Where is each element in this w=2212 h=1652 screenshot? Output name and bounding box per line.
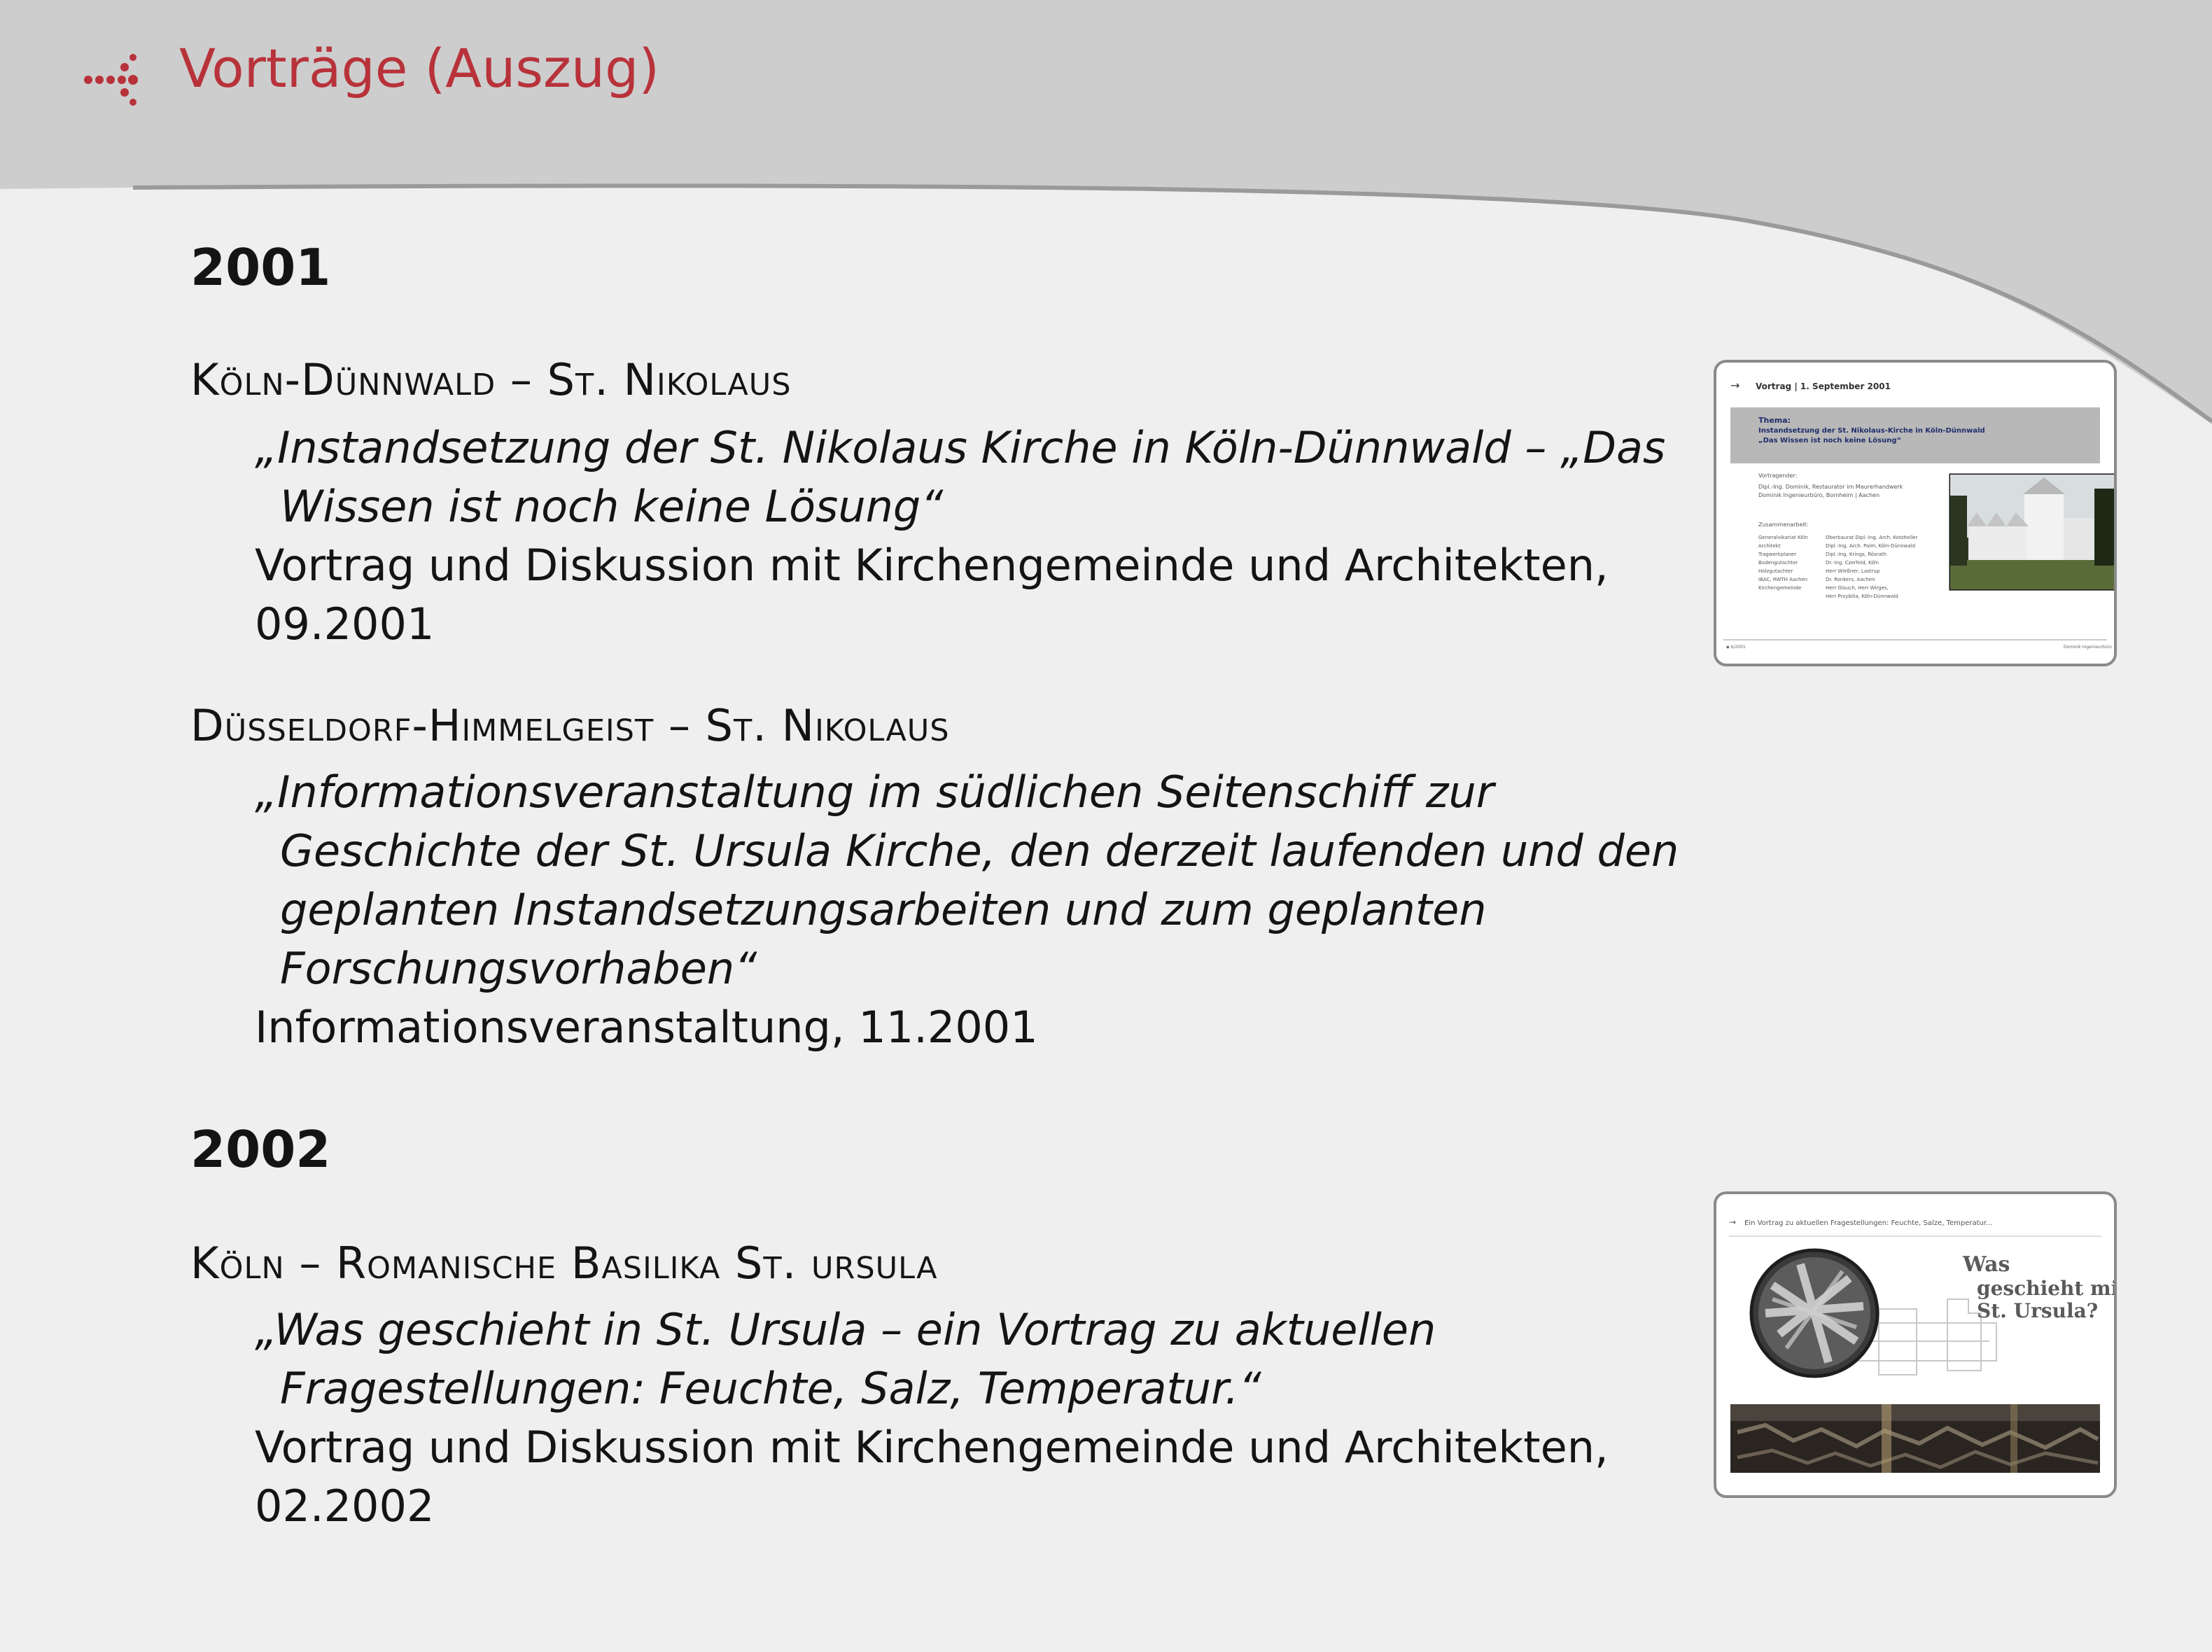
lecture-entry [255,419,1683,654]
thumb-band-line: „Das Wissen ist noch keine Lösung“ [1758,437,1902,444]
thumb-collab-name: Oberbaurat Dipl.-Ing. Arch. Kotzheller [1826,535,1918,540]
lecture-detail-line: Informationsveranstaltung, 11.2001 [255,1002,1038,1053]
thumb-speaker-line: Dominik Ingenieurbüro, Bornheim | Aachen [1758,492,1880,498]
lecture-title-line: Geschichte der St. Ursula Kirche, den derzeit laufenden und den [280,825,1679,876]
thumb-collab-role: IBAC, RWTH Aachen [1758,577,1808,582]
lecture-title-line: Wissen ist noch keine Lösung“ [280,481,944,532]
lecture-title-line: Forschungsvorhaben“ [280,943,757,994]
thumb-footer-left: ◆ 6/2001 [1726,645,1746,650]
thumbnail-lecture-2001 [1714,360,2117,666]
thumb-speaker-line: Dipl.-Ing. Dominik, Restaurator im Maurerhandwerk [1758,484,1903,490]
thumb-heading-line: geschieht mit [1977,1277,2114,1300]
thumb-band-line: Instandsetzung der St. Nikolaus-Kirche in Köln-Dünnwald [1758,427,1985,435]
lecture-title-line: „Instandsetzung der St. Nikolaus Kirche in Köln-Dünnwald – „Das [255,422,1666,473]
lecture-detail-line: 02.2002 [255,1480,435,1532]
thumb-collab-name: Herr Glauch, Herr Wirges, [1826,585,1889,591]
venue-koeln-st-ursula: Köln – Romanische Basilika St. ursula [190,1238,938,1289]
lecture-title-line: „Was geschieht in St. Ursula – ein Vortrag zu aktuellen [255,1304,1436,1355]
thumb-collab-name: Dr. Ronkers, Aachen [1826,577,1875,582]
venue-koeln-duennwald: Köln-Dünnwald – St. Nikolaus [190,354,792,405]
page-title: Vorträge (Auszug) [179,37,659,99]
thumbnail-slide [1716,1194,2114,1495]
venue-duesseldorf-himmelgeist: Düsseldorf-Himmelgeist – St. Nikolaus [190,700,950,751]
lecture-title [255,419,1683,536]
lecture-detail-line: Vortrag und Diskussion mit Kirchengemeinde und Architekten, [255,540,1609,591]
thumb-header: Vortrag | 1. September 2001 [1756,382,1891,391]
lecture-title [255,763,1683,998]
lecture-detail-line: 09.2001 [255,598,435,650]
thumb-speakers-label: Vortragender: [1758,472,1798,479]
thumb-footer-right: Dominik Ingenieurbüro [2064,645,2112,650]
thumb-band-line: Thema: [1758,416,1791,425]
lecture-title-line: geplanten Instandsetzungsarbeiten und zum geplanten [280,884,1487,935]
lecture-title-line: Fragestellungen: Feuchte, Salz, Temperatur.“ [280,1363,1261,1414]
thumb-collab-name: Dr.-Ing. Czerfeld, Köln [1826,560,1879,566]
dotted-arrow-icon [84,53,148,106]
thumb-collab-name: Herr Przybilla, Köln-Dünnwald [1826,594,1898,599]
thumb-heading-line: Was [1963,1252,2010,1277]
lecture-detail-line: Vortrag und Diskussion mit Kirchengemeinde und Architekten, [255,1422,1609,1473]
thumbnail-lecture-2002 [1714,1191,2117,1498]
masonry-texture-strip [1730,1404,2100,1473]
thumb-collab-name: Dipl.-Ing. Arch. Palm, Köln-Dünnwald [1826,543,1916,549]
thumb-collab-role: Generalvikariat Köln [1758,535,1808,540]
lecture-entry [255,1301,1683,1536]
arrow-icon: → [1730,379,1740,392]
thumb-heading-line: St. Ursula? [1977,1299,2099,1322]
thumb-collab-name: Herr Wießner, Lastrup [1826,568,1880,574]
microscope-image [1751,1250,1877,1376]
lecture-title [255,1301,1683,1418]
thumb-collab-name: Dipl.-Ing. Krings, Rösrath [1826,552,1887,557]
thumb-collab-role: Holzgutachter [1758,568,1793,574]
lecture-title-line: „Informationsveranstaltung im südlichen Seitenschiff zur [255,766,1494,818]
thumb-collab-role: Bodengutachter [1758,560,1798,566]
thumbnail-slide [1716,363,2114,664]
thumb-collab-role: Architekt [1758,543,1781,549]
thumb-collab-role: Tragwerkplaner [1758,552,1797,557]
lecture-entry [255,763,1683,1057]
year-heading-2001: 2001 [190,238,331,297]
arrow-icon: → [1729,1217,1737,1227]
church-photo [1950,475,2114,589]
thumb-collab-role: Kirchengemeinde [1758,585,1802,591]
year-heading-2002: 2002 [190,1120,331,1179]
thumb-collab-label: Zusammenarbeit: [1758,522,1809,528]
thumb-header: Ein Vortrag zu aktuellen Fragestellungen: Feuchte, Salze, Temperatur... [1744,1219,1993,1227]
